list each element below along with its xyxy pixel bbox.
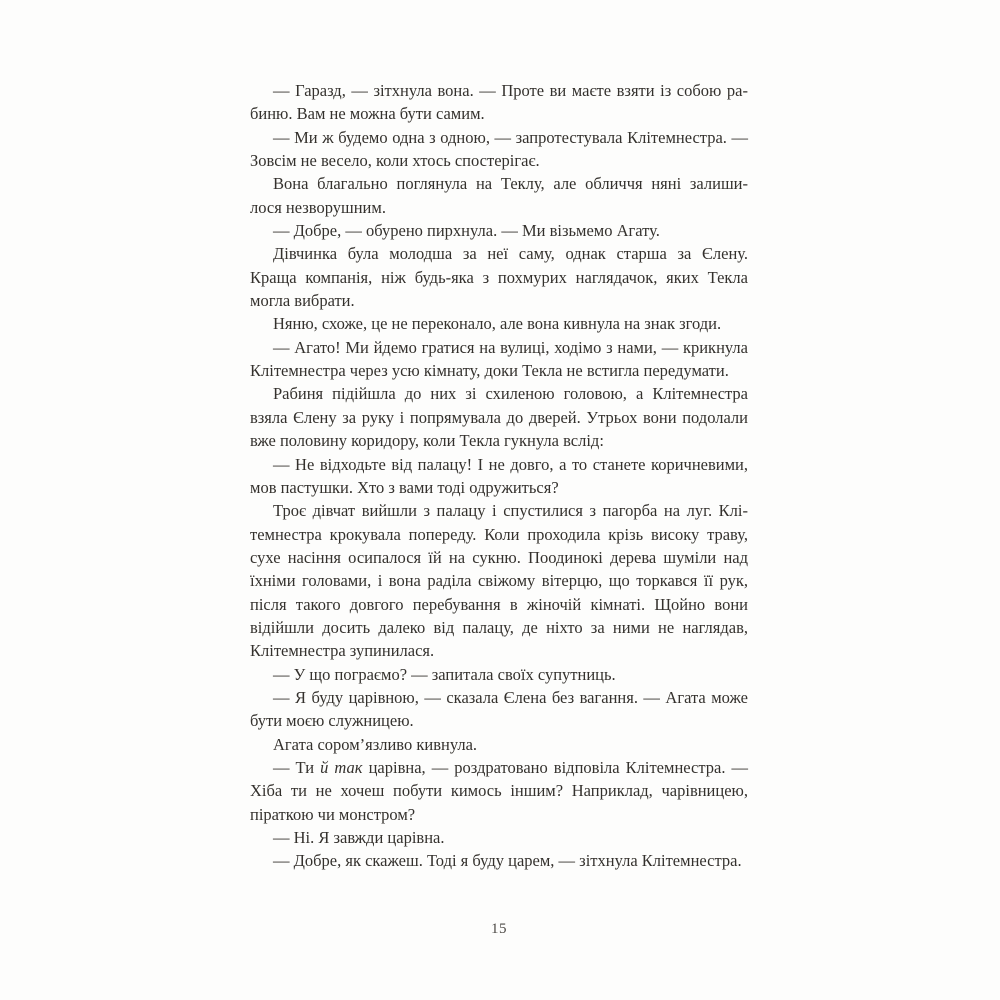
text-line: Рабиня підійшла до них зі схиленою головою, а Клітемнестра xyxy=(273,384,748,404)
page-number: 15 xyxy=(491,921,507,937)
italic-text: й так xyxy=(320,757,363,777)
paragraph xyxy=(250,79,748,126)
paragraph xyxy=(250,733,748,756)
text-line: сухе насіння осипалося їй на сукню. Поодинокі дерева шуміли над xyxy=(250,547,748,567)
text-line: Агата сором’язливо кивнула. xyxy=(273,734,478,754)
text-line: відійшли досить далеко від палацу, де ніхто за ними не наглядав, xyxy=(250,617,748,637)
paragraph xyxy=(250,126,748,173)
text-line: — Не відходьте від палацу! І не довго, а то станете коричневими, xyxy=(273,454,748,474)
text-line: Краща компанія, ніж будь-яка з похмурих наглядачок, яких Текла xyxy=(250,267,748,287)
paragraph xyxy=(250,499,748,662)
text-line: — Агато! Ми йдемо гратися на вулиці, ходімо з нами, — крикнула xyxy=(273,337,748,357)
text-line: Клітемнестра зупинилася. xyxy=(250,641,435,661)
paragraph xyxy=(250,756,748,826)
text-line: Хіба ти не хочеш побути кимось іншим? Наприклад, чарівницею, xyxy=(250,781,748,801)
body-text xyxy=(250,79,748,873)
paragraph xyxy=(250,453,748,500)
plain-text: царівна, — роздратовано відповіла Клітемнестра. — xyxy=(362,757,749,777)
text-line: темнестра крокувала попереду. Коли проходила крізь високу траву, xyxy=(250,524,748,544)
text-line: — Добре, — обурено пирхнула. — Ми візьмемо Агату. xyxy=(273,221,660,241)
paragraph xyxy=(250,686,748,733)
text-line: Троє дівчат вийшли з палацу і спустилися з пагорба на луг. Клі- xyxy=(273,501,748,521)
paragraph xyxy=(250,826,748,849)
paragraph xyxy=(250,849,748,872)
text-line: вже половину коридору, коли Текла гукнула вслід: xyxy=(250,431,604,451)
plain-text: — Ти xyxy=(273,757,321,777)
paragraph xyxy=(250,336,748,383)
text-line: Клітемнестра через усю кімнату, доки Текла не встигла передумати. xyxy=(250,361,729,381)
text-line: бути моєю служницею. xyxy=(250,711,414,731)
paragraph xyxy=(250,312,748,335)
text-line: — Добре, як скажеш. Тоді я буду царем, — зітхнула Клітемнестра. xyxy=(273,851,742,871)
paragraph xyxy=(250,242,748,312)
text-line: — Я буду царівною, — сказала Єлена без вагання. — Агата може xyxy=(273,687,748,707)
text-line xyxy=(250,756,748,779)
text-line: мов пастушки. Хто з вами тоді одружиться? xyxy=(250,477,559,497)
text-line: биню. Вам не можна бути самим. xyxy=(250,104,485,124)
text-line: після такого довгого перебування в жіночій кімнаті. Щойно вони xyxy=(250,594,748,614)
paragraph xyxy=(250,172,748,219)
text-line: могла вибрати. xyxy=(250,291,355,311)
text-line: — Ні. Я завжди царівна. xyxy=(273,828,445,847)
text-line: — Гаразд, — зітхнула вона. — Проте ви маєте взяти із собою ра- xyxy=(273,81,748,100)
text-line: — Ми ж будемо одна з одною, — запротестувала Клітемнестра. — xyxy=(273,127,748,147)
text-line: їхніми головами, і вона раділа свіжому вітерцю, що торкався її рук, xyxy=(250,571,748,591)
text-line: взяла Єлену за руку і попрямувала до дверей. Утрьох вони подолали xyxy=(250,407,748,427)
paragraph xyxy=(250,663,748,686)
text-line: Няню, схоже, це не переконало, але вона кивнула на знак згоди. xyxy=(273,314,722,334)
text-line: лося незворушним. xyxy=(250,197,386,217)
text-line: Дівчинка була молодша за неї саму, однак старша за Єлену. xyxy=(273,244,748,264)
paragraph xyxy=(250,219,748,242)
text-line: — У що пограємо? — запитала своїх супутниць. xyxy=(273,664,616,684)
text-line: піраткою чи монстром? xyxy=(250,804,416,824)
paragraph xyxy=(250,382,748,452)
text-line: Зовсім не весело, коли хтось спостерігає. xyxy=(250,151,540,171)
text-line: Вона благально поглянула на Теклу, але обличчя няні залиши- xyxy=(273,174,748,194)
